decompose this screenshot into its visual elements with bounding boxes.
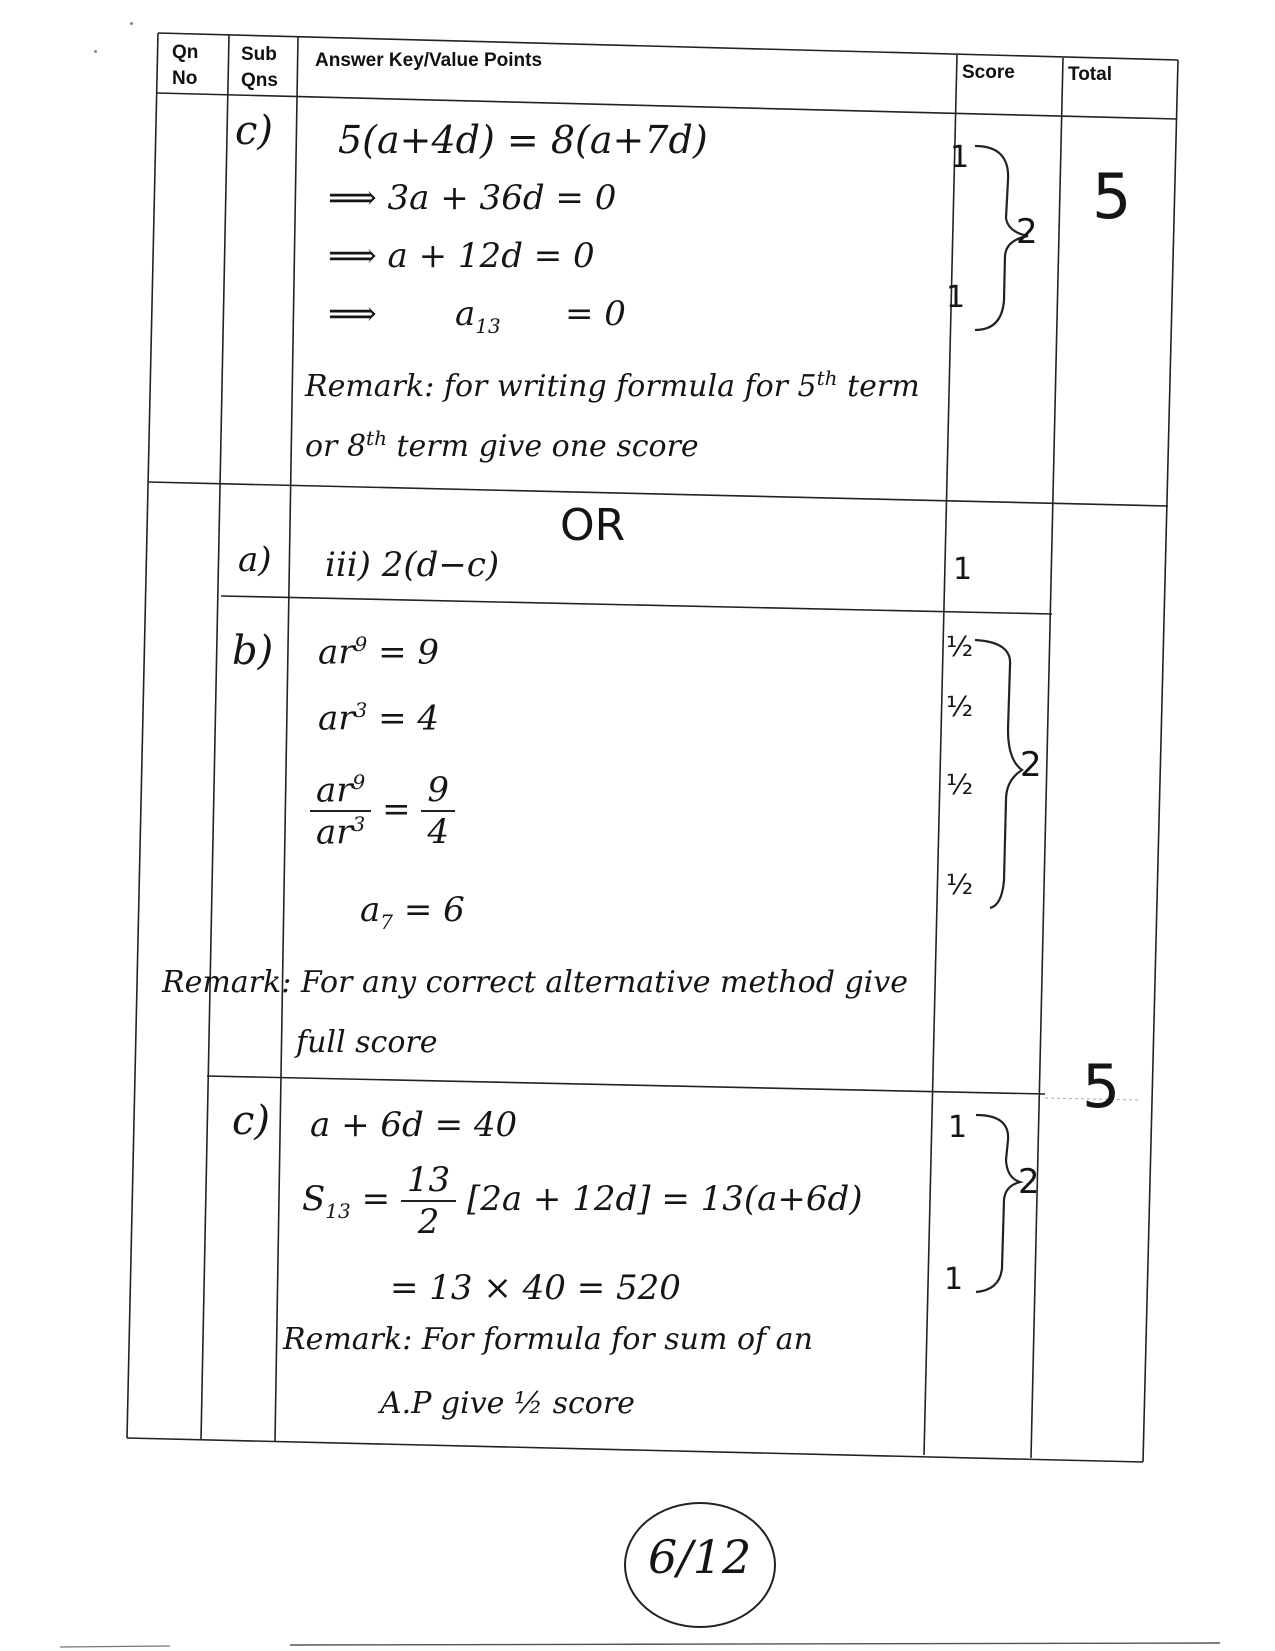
header-sub-qns: Sub Qns — [241, 44, 278, 91]
score-value: ½ — [946, 630, 974, 663]
remark-text: Remark: For any correct alternative method give — [162, 965, 908, 1000]
sub-question-label: b) — [232, 628, 274, 674]
header-qn-no: Qn No — [172, 42, 199, 89]
equation-line: $ar^9 = 9$ — [318, 632, 440, 673]
header-divider — [157, 93, 1177, 119]
total-value: 5 — [1092, 160, 1132, 233]
equation-line: a + 6d = 40 — [310, 1105, 518, 1145]
equation-line: ⟹ a + 12d = 0 — [328, 236, 595, 276]
remark-text: Remark: For formula for sum of an — [283, 1322, 813, 1357]
score-value: ½ — [946, 690, 974, 723]
score-value: 1 — [948, 1110, 968, 1145]
sum-formula: $S_{13}$ = $\frac{13}{2}$ [2a + 12d] = 13(a+6d) — [302, 1160, 863, 1242]
table-border-right — [1143, 60, 1178, 1462]
equation-line: ⟹ — [328, 294, 377, 334]
stray-dot — [130, 22, 133, 25]
brace-block-c2 — [976, 1115, 1020, 1292]
score-value: ½ — [946, 868, 974, 901]
total-value: 5 — [1082, 1052, 1121, 1122]
equation-line: = 13 × 40 = 520 — [390, 1268, 681, 1308]
a13-term: $a_{13}$ — [455, 294, 501, 338]
page-number: 6/12 — [648, 1530, 752, 1584]
sub-total-value: 2 — [1020, 745, 1042, 785]
sub-question-label: a) — [238, 540, 272, 580]
a7-result: $a_7 = 6$ — [360, 890, 465, 934]
sub-total-value: 2 — [1018, 1162, 1040, 1202]
answer-text: iii) 2(d−c) — [325, 545, 500, 585]
remark-text: or 8th term give one score — [305, 426, 699, 464]
or-divider-label: OR — [560, 500, 626, 551]
col-divider-score — [924, 55, 957, 1455]
table-border-left — [127, 33, 158, 1438]
header-answer-key: Answer Key/Value Points — [315, 50, 543, 71]
col-divider-sub — [275, 37, 298, 1442]
equation-result: = 0 — [565, 294, 626, 334]
equation-line: 5(a+4d) = 8(a+7d) — [338, 118, 708, 162]
score-value: 1 — [944, 1262, 964, 1297]
table-border-top — [158, 33, 1178, 60]
score-value: 1 — [953, 552, 973, 587]
sub-total-value: 2 — [1016, 212, 1038, 252]
brace-block-b — [975, 640, 1022, 908]
remark-text: Remark: for writing formula for 5th term — [305, 366, 920, 404]
stray-dot — [94, 50, 97, 53]
header-score: Score — [962, 62, 1015, 83]
equation-line: ⟹ 3a + 36d = 0 — [328, 178, 617, 218]
equation-line: $ar^3 = 4$ — [318, 698, 440, 739]
footer-rule — [290, 1643, 1220, 1645]
sub-question-label: c) — [235, 108, 274, 154]
remark-text: full score — [296, 1025, 438, 1060]
score-value: ½ — [946, 768, 974, 801]
sub-question-label: c) — [232, 1098, 271, 1144]
remark-text: A.P give ½ score — [380, 1386, 635, 1421]
header-total: Total — [1068, 64, 1112, 85]
table-border-bottom — [127, 1438, 1143, 1462]
score-value: 1 — [946, 280, 966, 315]
row-divider-a — [221, 596, 1052, 614]
ratio-equation: $\frac{ar^9}{ar^3}$ = $\frac{9}{4}$ — [310, 770, 455, 853]
score-value: 1 — [950, 140, 970, 175]
col-divider-qn — [201, 35, 229, 1440]
row-divider-block1 — [148, 482, 1168, 506]
row-divider-b — [207, 1076, 1045, 1094]
